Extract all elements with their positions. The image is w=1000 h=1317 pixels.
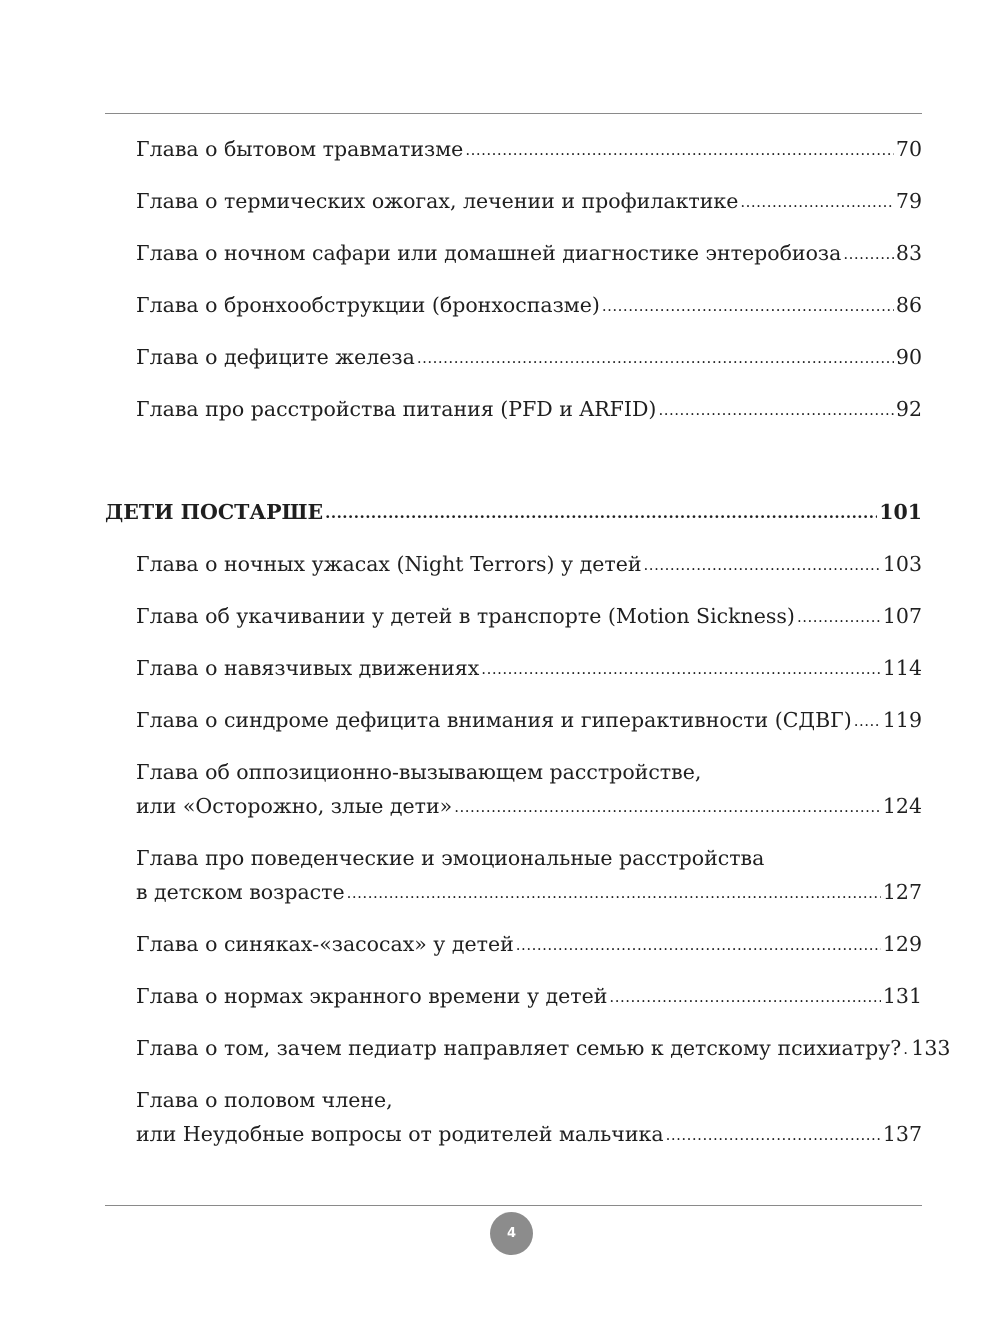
toc-entry-title: Глава об укачивании у детей в транспорте (Motion Sickness) [136,604,795,628]
toc-entry-title: Глава о термических ожогах, лечении и профилактике [136,189,739,213]
toc-entry-title: Глава о дефиците железа [136,345,415,369]
dot-leader [325,501,877,522]
toc-entry[interactable] [136,796,922,817]
dot-leader [516,933,881,954]
toc-entry-page: 103 [882,552,922,576]
toc-entry-page: 79 [895,189,922,213]
toc-entry-title: Глава о синяках-«засосах» у детей [136,932,514,956]
toc-entry[interactable] [136,243,922,264]
toc-entry-title: Глава про расстройства питания (PFD и ARFID) [136,397,657,421]
dot-leader [465,138,894,159]
toc-entry-title: Глава о нормах экранного времени у детей [136,984,608,1008]
toc-entry[interactable] [136,295,922,316]
toc-section-heading[interactable] [105,502,922,523]
dot-leader [797,605,881,626]
toc-entry-page: 124 [882,794,922,818]
dot-leader [740,190,894,211]
toc-entry[interactable] [136,139,922,160]
toc-entry-title-line2: или Неудобные вопросы от родителей мальчика [136,1122,664,1146]
toc-entry[interactable] [136,606,922,627]
page-number-badge: 4 [490,1212,533,1255]
toc-entry-page: 131 [882,984,922,1008]
toc-entry[interactable] [136,1036,951,1060]
toc-entry-title: Глава о том, зачем педиатр направляет семью к детскому психиатру? [136,1036,902,1060]
toc-entry[interactable] [136,986,922,1007]
dot-leader [644,553,881,574]
toc-entry-title-line2: или «Осторожно, злые дети» [136,794,453,818]
toc-entry[interactable] [136,882,922,903]
dot-leader [843,242,894,263]
toc-entry-title: Глава о бытовом травматизме [136,137,464,161]
dot-leader [347,881,881,902]
toc-entry-page: 86 [895,293,922,317]
toc-entry-title-line1[interactable]: Глава о половом члене, [136,1088,393,1112]
toc-entry[interactable] [136,934,922,955]
toc-entry[interactable] [136,658,922,679]
toc-entry-page: 133 [911,1036,951,1060]
toc-entry-page: 129 [882,932,922,956]
toc-entry[interactable] [136,554,922,575]
dot-leader [666,1123,881,1144]
dot-leader [903,1037,909,1058]
toc-entry-title-line1[interactable]: Глава про поведенческие и эмоциональные расстройства [136,846,765,870]
toc-entry[interactable] [136,1124,922,1145]
toc-entry[interactable] [136,347,922,368]
toc-entry-page: 83 [895,241,922,265]
toc-entry-title: Глава о бронхообструкции (бронхоспазме) [136,293,600,317]
toc-entry-page: 107 [882,604,922,628]
section-page: 101 [879,500,922,524]
toc-entry-title: Глава о ночных ужасах (Night Terrors) у детей [136,552,642,576]
toc-entry-page: 90 [895,345,922,369]
dot-leader [454,795,881,816]
toc-entry-title: Глава о навязчивых движениях [136,656,480,680]
toc-entry-title-line2: в детском возрасте [136,880,345,904]
toc-entry-page: 119 [882,708,922,732]
toc-entry-page: 70 [895,137,922,161]
toc-entry-title: Глава о ночном сафари или домашней диагностике энтеробиоза [136,241,842,265]
toc-entry-page: 92 [895,397,922,421]
toc-entry-page: 127 [882,880,922,904]
dot-leader [609,985,880,1006]
toc-entry[interactable] [136,710,922,731]
dot-leader [481,657,881,678]
toc-entry-page: 137 [882,1122,922,1146]
dot-leader [417,346,894,367]
toc-entry[interactable] [136,191,922,212]
toc-entry-page: 114 [882,656,922,680]
dot-leader [658,398,893,419]
top-rule [105,113,922,114]
toc-entry-title-line1[interactable]: Глава об оппозиционно-вызывающем расстройстве, [136,760,702,784]
toc-entry-title: Глава о синдроме дефицита внимания и гиперактивности (СДВГ) [136,708,852,732]
toc-entry[interactable] [136,399,922,420]
dot-leader [602,294,894,315]
dot-leader [854,709,881,730]
bottom-rule [105,1205,922,1206]
section-title: ДЕТИ ПОСТАРШЕ [105,500,324,524]
